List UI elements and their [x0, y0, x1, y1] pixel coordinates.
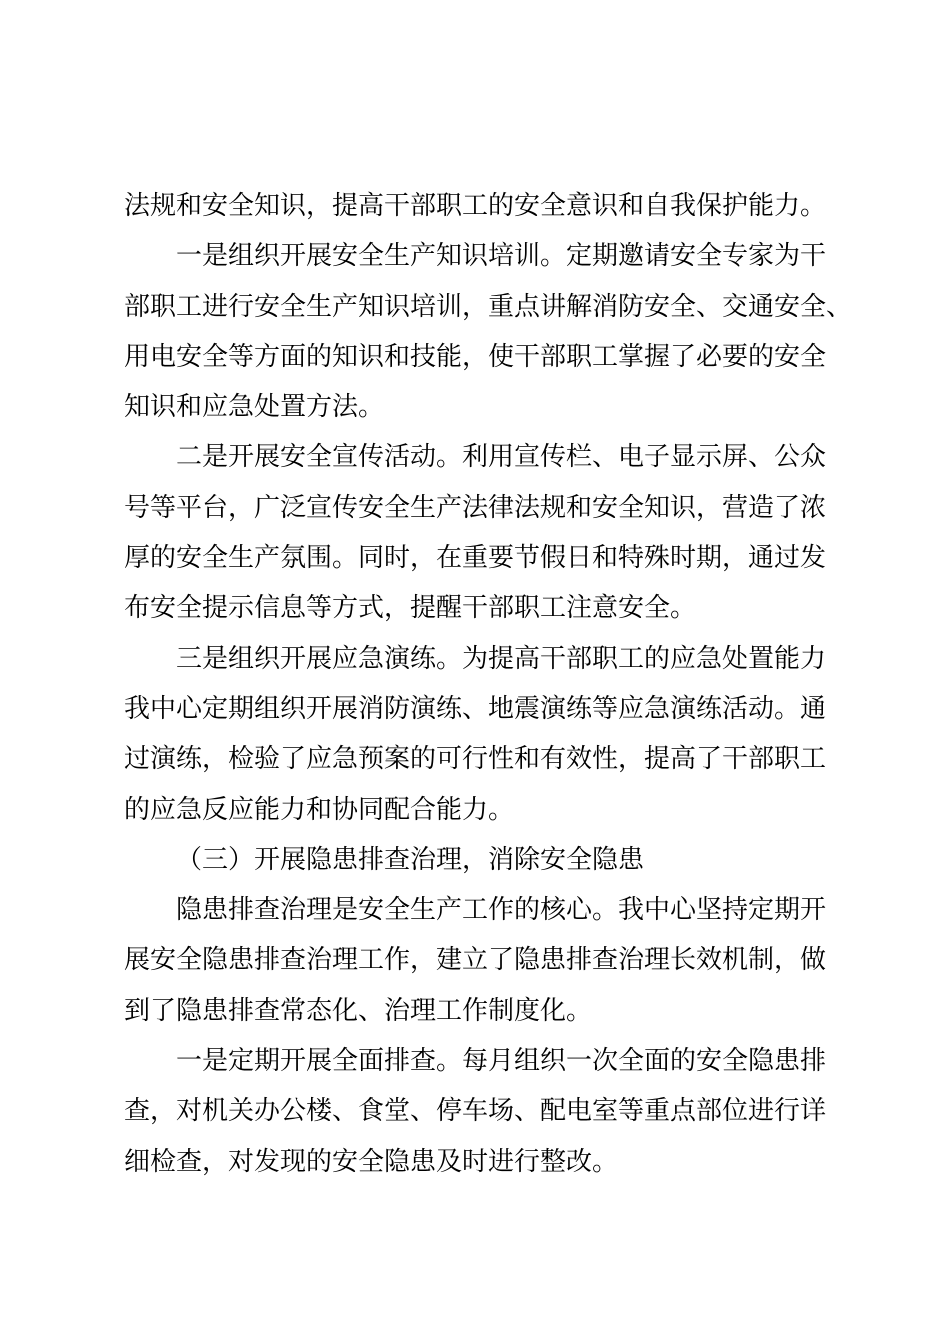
text-line: 我中心定期组织开展消防演练、地震演练等应急演练活动。通 [124, 692, 827, 723]
text-line: 过演练，检验了应急预案的可行性和有效性，提高了干部职工 [124, 743, 827, 774]
text-line: 细检查，对发现的安全隐患及时进行整改。 [124, 1145, 619, 1176]
paragraph [124, 180, 864, 230]
text-line: 隐患排查治理是安全生产工作的核心。我中心坚持定期开 [176, 894, 827, 925]
text-line: 号等平台，广泛宣传安全生产法律法规和安全知识，营造了浓 [124, 491, 827, 522]
text-line: 的应急反应能力和协同配合能力。 [124, 793, 515, 824]
paragraph [124, 230, 864, 431]
paragraph [124, 633, 864, 834]
text-line: 二是开展安全宣传活动。利用宣传栏、电子显示屏、公众 [176, 441, 827, 472]
text-line: 法规和安全知识，提高干部职工的安全意识和自我保护能力。 [124, 190, 827, 220]
text-line: 一是定期开展全面排查。每月组织一次全面的安全隐患排 [176, 1045, 827, 1076]
paragraph [124, 884, 864, 1035]
section-heading [124, 834, 864, 884]
text-line: （三）开展隐患排查治理，消除安全隐患 [176, 843, 645, 874]
text-line: 部职工进行安全生产知识培训，重点讲解消防安全、交通安全、 [124, 290, 853, 321]
text-line: 布安全提示信息等方式，提醒干部职工注意安全。 [124, 592, 697, 623]
text-line: 厚的安全生产氛围。同时，在重要节假日和特殊时期，通过发 [124, 542, 827, 573]
text-line: 到了隐患排查常态化、治理工作制度化。 [124, 994, 593, 1025]
text-line: 一是组织开展安全生产知识培训。定期邀请安全专家为干 [176, 240, 827, 271]
text-line: 知识和应急处置方法。 [124, 391, 385, 422]
document-body [124, 180, 864, 1186]
text-line: 展安全隐患排查治理工作，建立了隐患排查治理长效机制，做 [124, 944, 827, 975]
paragraph [124, 1035, 864, 1186]
text-line: 用电安全等方面的知识和技能，使干部职工掌握了必要的安全 [124, 340, 827, 371]
paragraph [124, 431, 864, 632]
text-line: 查，对机关办公楼、食堂、停车场、配电室等重点部位进行详 [124, 1095, 827, 1126]
text-line: 三是组织开展应急演练。为提高干部职工的应急处置能力 [176, 642, 827, 673]
